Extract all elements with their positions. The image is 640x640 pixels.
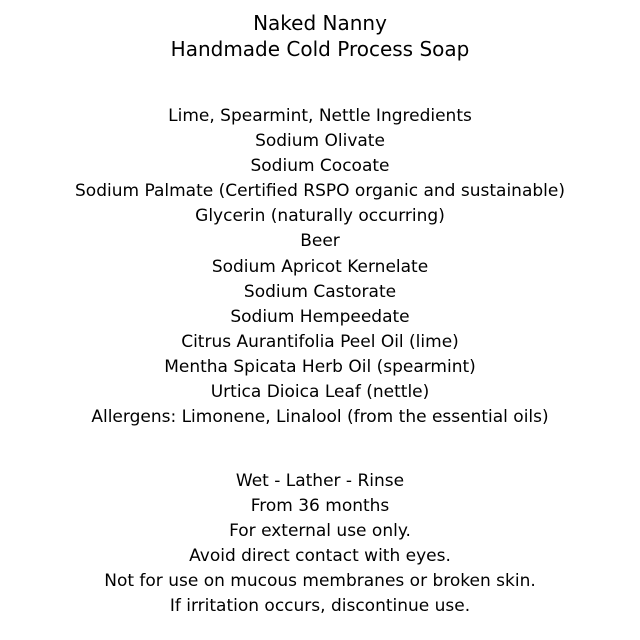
product-name: Handmade Cold Process Soap [170, 37, 470, 61]
ingredient-item: Citrus Aurantifolia Peel Oil (lime) [181, 331, 459, 352]
warning-line: For external use only. [229, 521, 411, 542]
ingredient-item: Sodium Apricot Kernelate [211, 256, 429, 277]
ingredients-heading: Lime, Spearmint, Nettle Ingredients [168, 106, 472, 126]
warning-line: If irritation occurs, discontinue use. [169, 596, 471, 617]
allergens-line: Allergens: Limonene, Linalool (from the essential oils) [91, 407, 549, 428]
ingredient-item: Sodium Palmate (Certified RSPO organic and sustainable) [75, 181, 565, 202]
warning-line: Avoid direct contact with eyes. [189, 546, 451, 567]
usage-section [0, 469, 640, 620]
usage-instructions: Wet - Lather - Rinse [235, 471, 405, 491]
label-header [0, 10, 640, 62]
ingredient-item: Sodium Cocoate [250, 156, 390, 177]
brand-name: Naked Nanny [253, 11, 387, 35]
ingredient-item: Beer [300, 231, 340, 252]
ingredient-item: Glycerin (naturally occurring) [195, 206, 445, 227]
warning-line: Not for use on mucous membranes or broken skin. [104, 571, 536, 592]
ingredient-item: Sodium Hempeedate [230, 306, 410, 327]
ingredient-item: Mentha Spicata Herb Oil (spearmint) [164, 356, 476, 377]
ingredient-item: Sodium Olivate [255, 131, 385, 152]
ingredients-section [0, 104, 640, 430]
age-guidance: From 36 months [250, 496, 390, 517]
ingredient-item: Sodium Castorate [243, 281, 397, 302]
ingredient-item: Urtica Dioica Leaf (nettle) [210, 382, 430, 403]
